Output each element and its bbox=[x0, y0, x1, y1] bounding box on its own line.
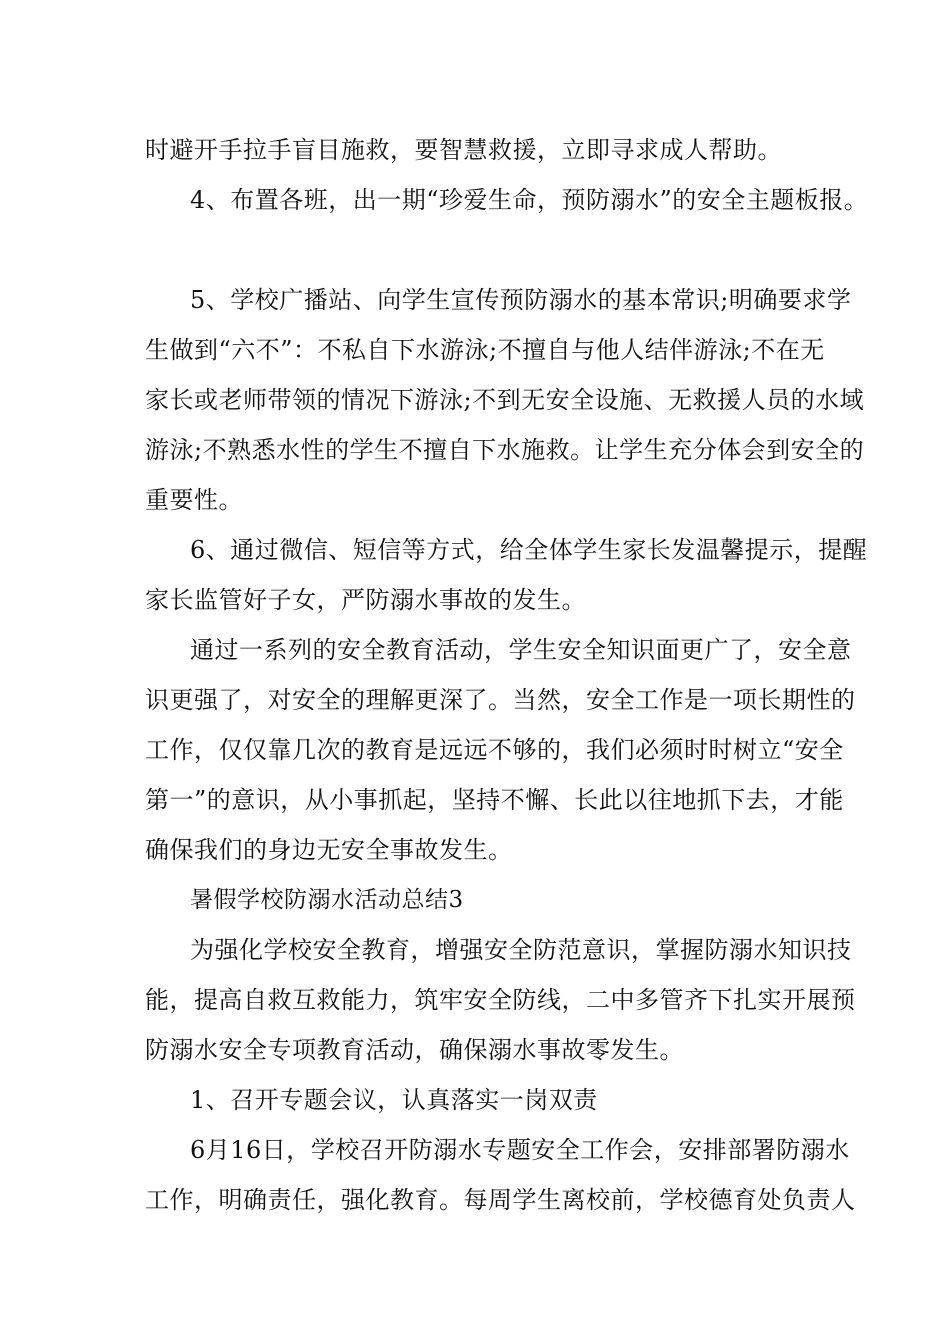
text-line: 生做到“六不”：不私自下水游泳;不擅自与他人结伴游泳;不在无 bbox=[145, 336, 825, 364]
text-line: 家长监管好子女，严防溺水事故的发生。 bbox=[145, 586, 586, 614]
section-title: 暑假学校防溺水活动总结3 bbox=[190, 887, 464, 913]
text-line: 6月16日，学校召开防溺水专题安全工作会，安排部署防溺水 bbox=[190, 1136, 850, 1164]
text-line: 5、学校广播站、向学生宣传预防溺水的基本常识;明确要求学 bbox=[190, 286, 852, 314]
text-line: 为强化学校安全教育，增强安全防范意识，掌握防溺水知识技 bbox=[190, 936, 852, 964]
text-line: 游泳;不熟悉水性的学生不擅自下水施救。让学生充分体会到安全的 bbox=[145, 436, 865, 464]
text-line: 工作，仅仅靠几次的教育是远远不够的，我们必须时时树立“安全 bbox=[145, 736, 844, 764]
text-line: 防溺水安全专项教育活动，确保溺水事故零发生。 bbox=[145, 1036, 684, 1064]
subsection-title: 1、召开专题会议，认真落实一岗双责 bbox=[190, 1086, 598, 1114]
text-line: 通过一系列的安全教育活动，学生安全知识面更广了，安全意 bbox=[190, 636, 852, 664]
text-line: 工作，明确责任，强化教育。每周学生离校前，学校德育处负责人 bbox=[145, 1186, 856, 1214]
text-line: 第一”的意识，从小事抓起，坚持不懈、长此以往地抓下去，才能 bbox=[145, 786, 844, 814]
text-line: 识更强了，对安全的理解更深了。当然，安全工作是一项长期性的 bbox=[145, 686, 856, 714]
text-line: 家长或老师带领的情况下游泳;不到无安全设施、无救援人员的水域 bbox=[145, 386, 865, 414]
text-line: 时避开手拉手盲目施救，要智慧救援，立即寻求成人帮助。 bbox=[145, 136, 782, 164]
text-line: 重要性。 bbox=[145, 486, 243, 514]
text-line: 能，提高自救互救能力，筑牢安全防线，二中多管齐下扎实开展预 bbox=[145, 986, 856, 1014]
text-line: 4、布置各班，出一期“珍爱生命，预防溺水”的安全主题板报。 bbox=[190, 186, 869, 214]
text-line: 6、通过微信、短信等方式，给全体学生家长发温馨提示，提醒 bbox=[190, 536, 868, 564]
text-line: 确保我们的身边无安全事故发生。 bbox=[145, 836, 513, 864]
